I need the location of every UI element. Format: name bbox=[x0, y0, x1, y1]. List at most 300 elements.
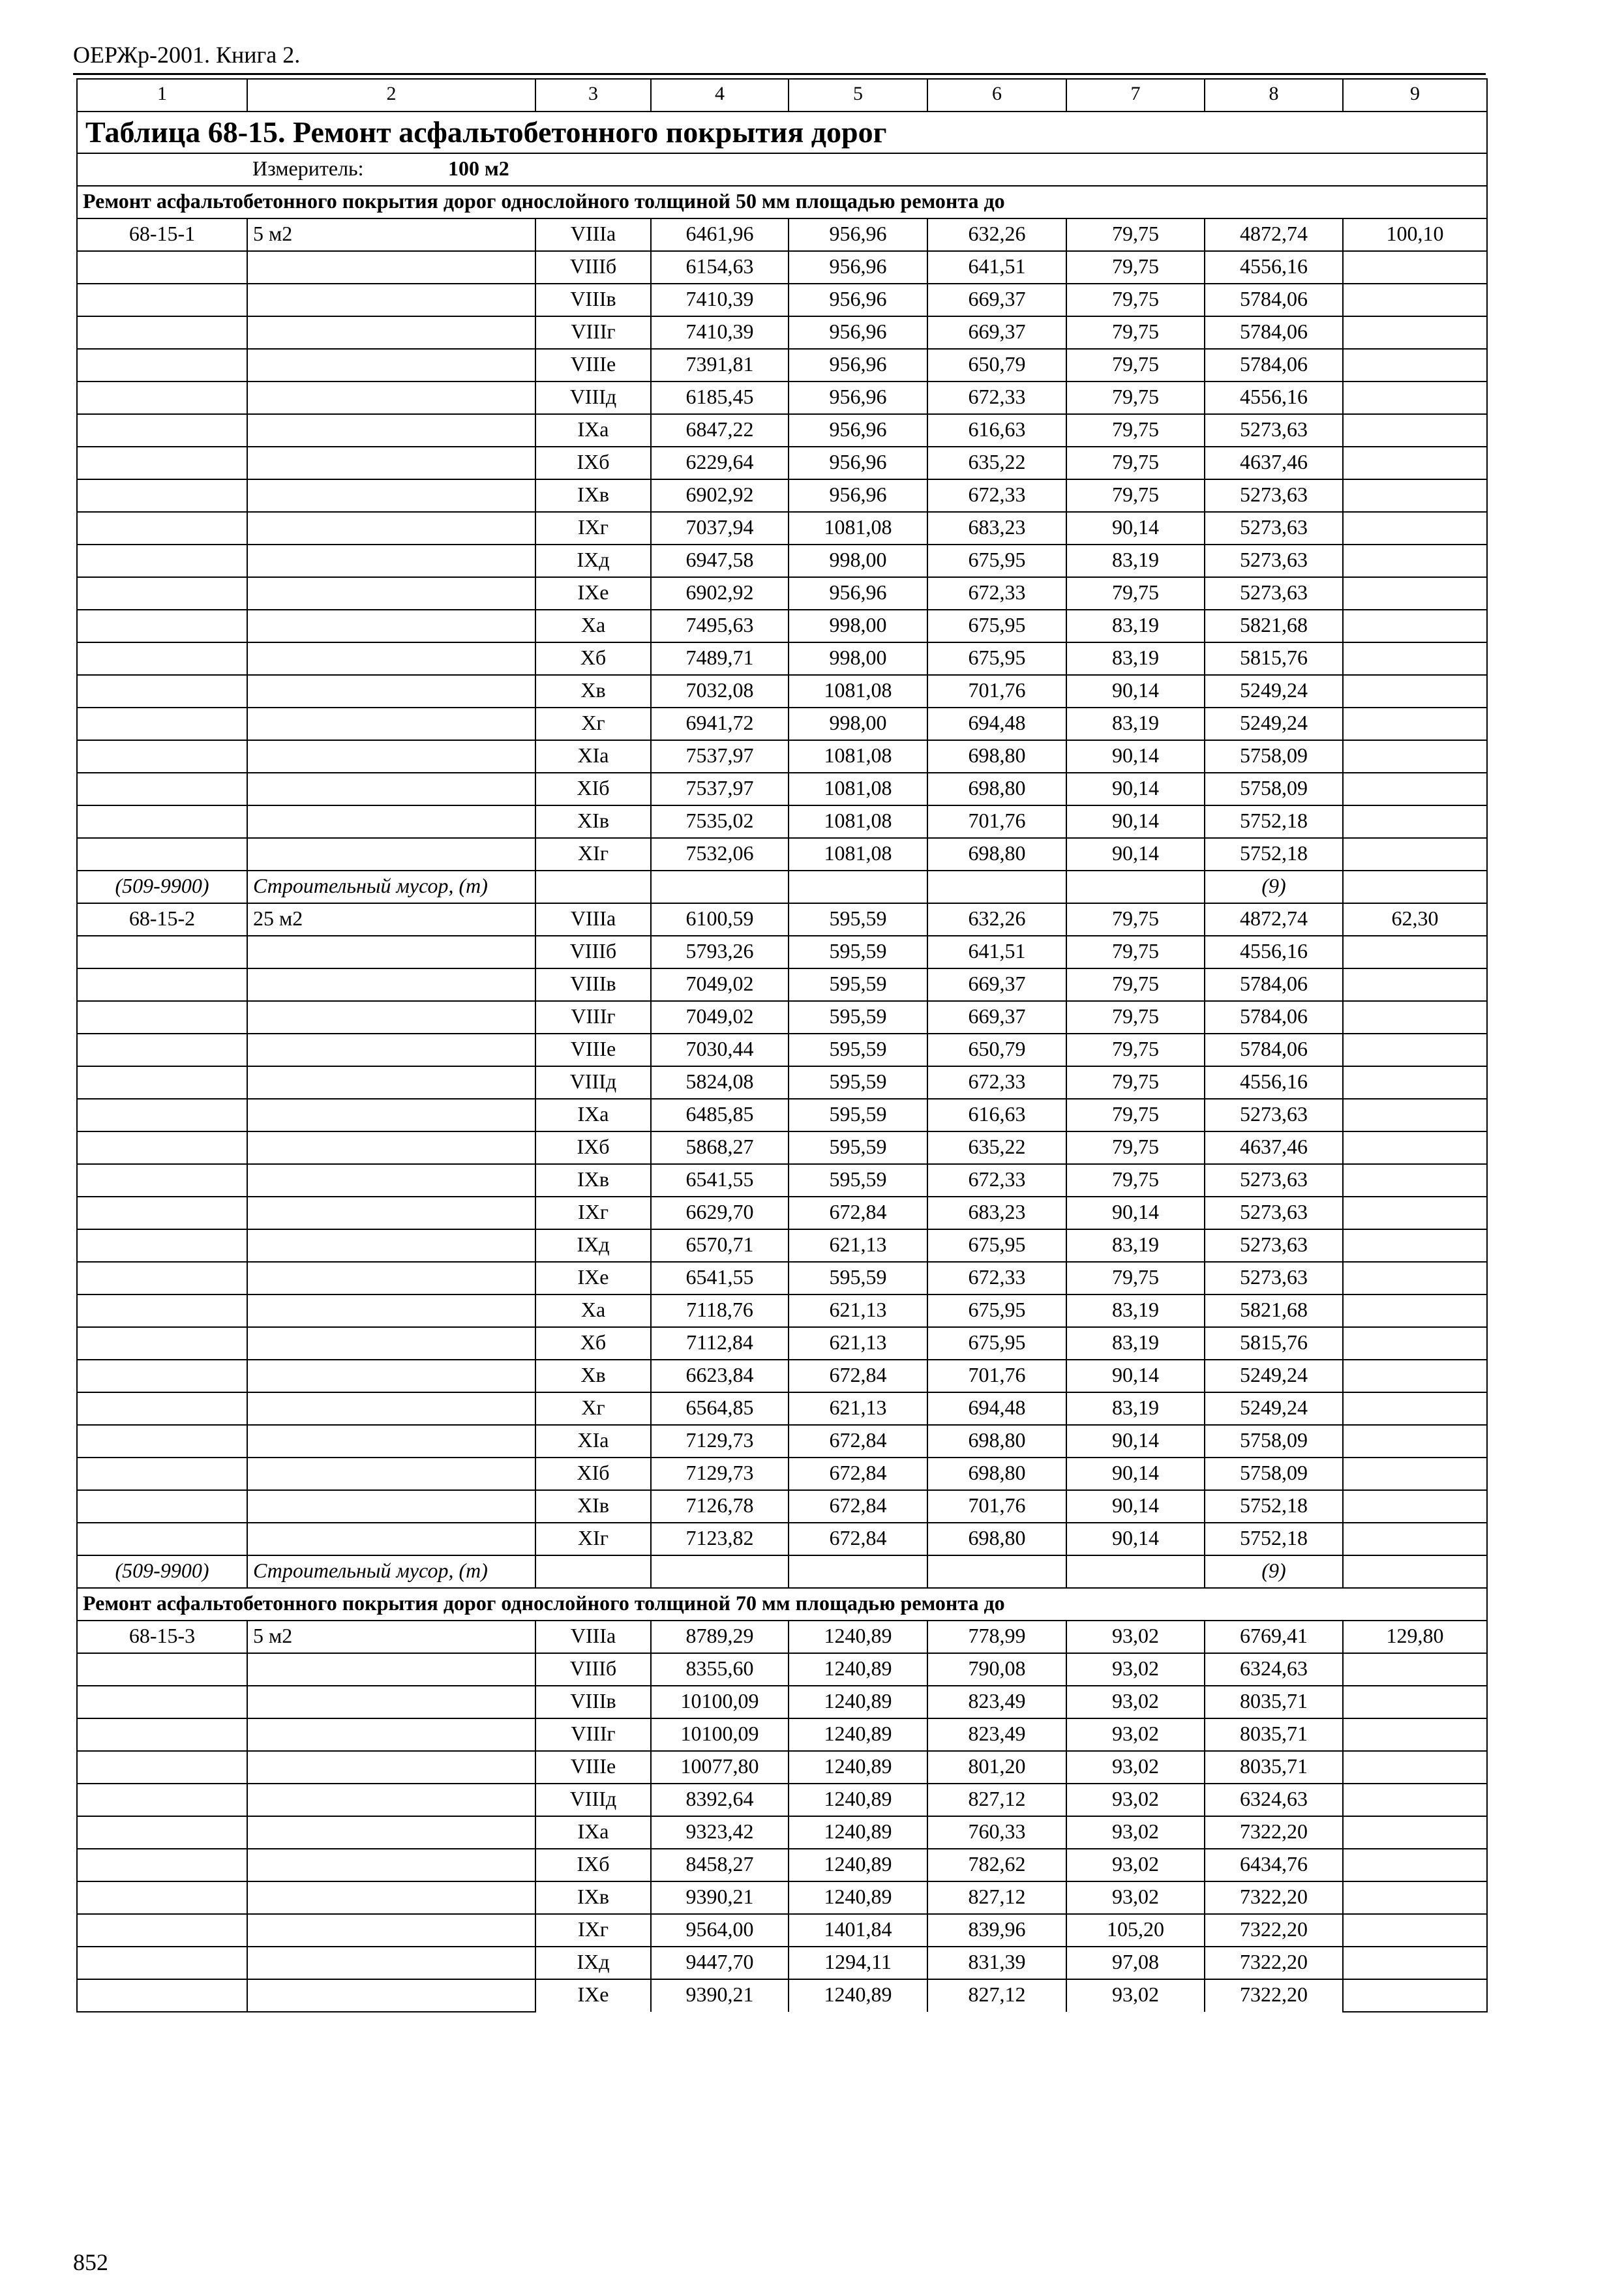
empty-cell bbox=[789, 1555, 927, 1588]
price-value: 7037,94 bbox=[651, 512, 789, 545]
empty-cell bbox=[1343, 577, 1487, 610]
empty-cell bbox=[927, 1555, 1066, 1588]
price-value: 595,59 bbox=[789, 968, 927, 1001]
empty-cell bbox=[77, 349, 247, 382]
empty-cell bbox=[247, 1784, 535, 1816]
price-value: 641,51 bbox=[927, 251, 1066, 284]
waste-code: (509-9900) bbox=[77, 1555, 247, 1588]
zone-category: VIIIг bbox=[535, 1718, 651, 1751]
empty-cell bbox=[1343, 871, 1487, 903]
item-code: 68-15-1 bbox=[77, 218, 247, 251]
column-number: 4 bbox=[651, 79, 789, 112]
empty-cell bbox=[77, 1131, 247, 1164]
price-value: 694,48 bbox=[927, 1392, 1066, 1425]
price-value: 672,84 bbox=[789, 1523, 927, 1555]
price-value: 683,23 bbox=[927, 1197, 1066, 1229]
meter-row bbox=[77, 153, 1487, 186]
price-value: 5784,06 bbox=[1205, 316, 1343, 349]
price-value: 79,75 bbox=[1066, 1262, 1205, 1294]
empty-cell bbox=[247, 316, 535, 349]
empty-cell bbox=[1343, 1001, 1487, 1034]
price-value: 79,75 bbox=[1066, 1099, 1205, 1131]
price-value: 5273,63 bbox=[1205, 1229, 1343, 1262]
price-value: 6154,63 bbox=[651, 251, 789, 284]
empty-cell bbox=[1343, 1197, 1487, 1229]
price-value: 79,75 bbox=[1066, 968, 1205, 1001]
price-value: 675,95 bbox=[927, 642, 1066, 675]
price-value: 10100,09 bbox=[651, 1686, 789, 1718]
price-value: 7322,20 bbox=[1205, 1881, 1343, 1914]
empty-cell bbox=[77, 805, 247, 838]
price-value: 5752,18 bbox=[1205, 838, 1343, 871]
zone-category: IXб bbox=[535, 1131, 651, 1164]
zone-category: IXд bbox=[535, 545, 651, 577]
price-value: 6902,92 bbox=[651, 577, 789, 610]
price-value: 595,59 bbox=[789, 1066, 927, 1099]
empty-cell bbox=[77, 1490, 247, 1523]
price-value: 79,75 bbox=[1066, 1001, 1205, 1034]
table-row bbox=[77, 1979, 1487, 2012]
zone-category: XIг bbox=[535, 1523, 651, 1555]
price-value: 5752,18 bbox=[1205, 1490, 1343, 1523]
empty-cell bbox=[1343, 610, 1487, 642]
empty-cell bbox=[535, 871, 651, 903]
price-value: 79,75 bbox=[1066, 349, 1205, 382]
price-value: 97,08 bbox=[1066, 1947, 1205, 1979]
zone-category: IXa bbox=[535, 414, 651, 447]
table-row bbox=[77, 1197, 1487, 1229]
zone-category: IXе bbox=[535, 577, 651, 610]
price-value: 956,96 bbox=[789, 251, 927, 284]
empty-cell bbox=[247, 675, 535, 708]
price-value: 7410,39 bbox=[651, 316, 789, 349]
table-row bbox=[77, 1131, 1487, 1164]
table-row bbox=[77, 284, 1487, 316]
price-value: 675,95 bbox=[927, 610, 1066, 642]
empty-cell bbox=[247, 284, 535, 316]
price-value: 632,26 bbox=[927, 903, 1066, 936]
column-number: 1 bbox=[77, 79, 247, 112]
price-value: 90,14 bbox=[1066, 675, 1205, 708]
table-row bbox=[77, 1784, 1487, 1816]
price-value: 672,33 bbox=[927, 1262, 1066, 1294]
price-value: 1240,89 bbox=[789, 1653, 927, 1686]
price-value: 79,75 bbox=[1066, 218, 1205, 251]
price-value: 632,26 bbox=[927, 218, 1066, 251]
empty-cell bbox=[77, 1425, 247, 1458]
empty-cell bbox=[1343, 675, 1487, 708]
price-value: 595,59 bbox=[789, 1001, 927, 1034]
zone-category: VIIIб bbox=[535, 251, 651, 284]
price-value: 7032,08 bbox=[651, 675, 789, 708]
empty-cell bbox=[77, 1001, 247, 1034]
price-value: 5793,26 bbox=[651, 936, 789, 968]
price-value: 8355,60 bbox=[651, 1653, 789, 1686]
price-value: 5815,76 bbox=[1205, 1327, 1343, 1360]
header-rule bbox=[73, 73, 1486, 75]
table-row bbox=[77, 740, 1487, 773]
price-value: 83,19 bbox=[1066, 1294, 1205, 1327]
price-value: 1081,08 bbox=[789, 773, 927, 805]
price-value: 90,14 bbox=[1066, 1523, 1205, 1555]
table-row bbox=[77, 251, 1487, 284]
empty-cell bbox=[247, 1001, 535, 1034]
empty-cell bbox=[1343, 708, 1487, 740]
empty-cell bbox=[247, 1229, 535, 1262]
empty-cell bbox=[247, 805, 535, 838]
price-value: 698,80 bbox=[927, 1458, 1066, 1490]
price-value: 956,96 bbox=[789, 414, 927, 447]
price-value: 698,80 bbox=[927, 1425, 1066, 1458]
table-row bbox=[77, 936, 1487, 968]
price-value: 5758,09 bbox=[1205, 1425, 1343, 1458]
price-value: 5821,68 bbox=[1205, 610, 1343, 642]
table-row bbox=[77, 1621, 1487, 1653]
price-value: 4556,16 bbox=[1205, 1066, 1343, 1099]
empty-cell bbox=[1343, 1979, 1487, 2012]
price-value: 6541,55 bbox=[651, 1262, 789, 1294]
empty-cell bbox=[247, 479, 535, 512]
zone-category: VIIIе bbox=[535, 1034, 651, 1066]
table-title-row bbox=[77, 112, 1487, 153]
column-number-row bbox=[77, 79, 1487, 112]
price-value: 4556,16 bbox=[1205, 251, 1343, 284]
table-row bbox=[77, 545, 1487, 577]
empty-cell bbox=[77, 1816, 247, 1849]
price-value: 93,02 bbox=[1066, 1621, 1205, 1653]
price-value: 90,14 bbox=[1066, 1458, 1205, 1490]
table-row bbox=[77, 577, 1487, 610]
empty-cell bbox=[1343, 773, 1487, 805]
empty-cell bbox=[247, 773, 535, 805]
price-value: 7391,81 bbox=[651, 349, 789, 382]
price-value: 83,19 bbox=[1066, 708, 1205, 740]
price-value: 90,14 bbox=[1066, 740, 1205, 773]
table-row bbox=[77, 447, 1487, 479]
table-row bbox=[77, 1718, 1487, 1751]
zone-category: IXб bbox=[535, 447, 651, 479]
empty-cell bbox=[77, 251, 247, 284]
empty-cell bbox=[651, 1555, 789, 1588]
price-value: 90,14 bbox=[1066, 805, 1205, 838]
price-value: 7049,02 bbox=[651, 1001, 789, 1034]
empty-cell bbox=[77, 642, 247, 675]
item-code: 68-15-2 bbox=[77, 903, 247, 936]
empty-cell bbox=[1343, 1816, 1487, 1849]
empty-cell bbox=[1343, 1099, 1487, 1131]
table-row bbox=[77, 1523, 1487, 1555]
empty-cell bbox=[77, 1099, 247, 1131]
table-row bbox=[77, 1099, 1487, 1131]
price-value: 7489,71 bbox=[651, 642, 789, 675]
empty-cell bbox=[1343, 1164, 1487, 1197]
price-value: 672,84 bbox=[789, 1458, 927, 1490]
empty-cell bbox=[1343, 512, 1487, 545]
price-value: 8035,71 bbox=[1205, 1686, 1343, 1718]
price-value: 6185,45 bbox=[651, 382, 789, 414]
price-value: 4637,46 bbox=[1205, 447, 1343, 479]
zone-category: Xв bbox=[535, 1360, 651, 1392]
price-value: 5758,09 bbox=[1205, 740, 1343, 773]
waste-name: Строительный мусор, (т) bbox=[247, 871, 535, 903]
price-value: 90,14 bbox=[1066, 1490, 1205, 1523]
zone-category: Xб bbox=[535, 642, 651, 675]
price-value: 5821,68 bbox=[1205, 1294, 1343, 1327]
empty-cell bbox=[247, 708, 535, 740]
item-name: 5 м2 bbox=[247, 1621, 535, 1653]
empty-cell bbox=[77, 382, 247, 414]
table-row bbox=[77, 1001, 1487, 1034]
table-title: Таблица 68-15. Ремонт асфальтобетонного покрытия дорог bbox=[85, 115, 887, 149]
waste-code: (509-9900) bbox=[77, 871, 247, 903]
price-value: 1081,08 bbox=[789, 740, 927, 773]
zone-category: Xб bbox=[535, 1327, 651, 1360]
empty-cell bbox=[77, 1327, 247, 1360]
empty-cell bbox=[1343, 1784, 1487, 1816]
empty-cell bbox=[247, 1751, 535, 1784]
empty-cell bbox=[77, 414, 247, 447]
zone-category: VIIIе bbox=[535, 349, 651, 382]
empty-cell bbox=[1343, 1523, 1487, 1555]
column-number: 2 bbox=[247, 79, 535, 112]
empty-cell bbox=[77, 1718, 247, 1751]
price-value: 7532,06 bbox=[651, 838, 789, 871]
empty-cell bbox=[1343, 349, 1487, 382]
zone-category: XIб bbox=[535, 773, 651, 805]
empty-cell bbox=[1343, 414, 1487, 447]
price-value: 5249,24 bbox=[1205, 1392, 1343, 1425]
empty-cell bbox=[789, 871, 927, 903]
empty-cell bbox=[247, 610, 535, 642]
zone-category: VIIIб bbox=[535, 936, 651, 968]
empty-cell bbox=[651, 871, 789, 903]
price-value: 5815,76 bbox=[1205, 642, 1343, 675]
price-value: 701,76 bbox=[927, 1490, 1066, 1523]
price-value: 790,08 bbox=[927, 1653, 1066, 1686]
zone-category: Xв bbox=[535, 675, 651, 708]
norms-table bbox=[76, 78, 1488, 2012]
price-value: 595,59 bbox=[789, 1131, 927, 1164]
price-value: 90,14 bbox=[1066, 1425, 1205, 1458]
price-value: 6623,84 bbox=[651, 1360, 789, 1392]
price-value: 90,14 bbox=[1066, 1197, 1205, 1229]
price-value: 701,76 bbox=[927, 1360, 1066, 1392]
empty-cell bbox=[77, 708, 247, 740]
price-value: 83,19 bbox=[1066, 1327, 1205, 1360]
empty-cell bbox=[77, 1849, 247, 1881]
section-heading: Ремонт асфальтобетонного покрытия дорог однослойного толщиной 70 мм площадью ремонта до bbox=[77, 1588, 1487, 1621]
empty-cell bbox=[77, 1784, 247, 1816]
price-value: 672,33 bbox=[927, 479, 1066, 512]
price-value: 6769,41 bbox=[1205, 1621, 1343, 1653]
price-value: 6570,71 bbox=[651, 1229, 789, 1262]
zone-category: IXе bbox=[535, 1979, 651, 2012]
empty-cell bbox=[1343, 1653, 1487, 1686]
price-value: 5273,63 bbox=[1205, 512, 1343, 545]
price-value: 93,02 bbox=[1066, 1686, 1205, 1718]
empty-cell bbox=[1343, 1229, 1487, 1262]
empty-cell bbox=[77, 479, 247, 512]
price-value: 641,51 bbox=[927, 936, 1066, 968]
price-value: 672,84 bbox=[789, 1197, 927, 1229]
table-row bbox=[77, 1262, 1487, 1294]
zone-category: VIIIг bbox=[535, 316, 651, 349]
empty-cell bbox=[247, 1131, 535, 1164]
empty-cell bbox=[247, 838, 535, 871]
empty-cell bbox=[77, 1686, 247, 1718]
price-value: 7112,84 bbox=[651, 1327, 789, 1360]
zone-category: Xa bbox=[535, 610, 651, 642]
price-value: 672,33 bbox=[927, 577, 1066, 610]
price-value: 7123,82 bbox=[651, 1523, 789, 1555]
empty-cell bbox=[247, 577, 535, 610]
price-value: 672,84 bbox=[789, 1490, 927, 1523]
column-number: 6 bbox=[927, 79, 1066, 112]
price-value: 1240,89 bbox=[789, 1784, 927, 1816]
price-value: 79,75 bbox=[1066, 1034, 1205, 1066]
price-value: 778,99 bbox=[927, 1621, 1066, 1653]
price-value: 1081,08 bbox=[789, 512, 927, 545]
price-value: 79,75 bbox=[1066, 316, 1205, 349]
empty-cell bbox=[1343, 1294, 1487, 1327]
zone-category: IXб bbox=[535, 1849, 651, 1881]
price-value: 698,80 bbox=[927, 838, 1066, 871]
price-value: 6902,92 bbox=[651, 479, 789, 512]
price-value: 595,59 bbox=[789, 1262, 927, 1294]
col9-value: 129,80 bbox=[1343, 1621, 1487, 1653]
price-value: 83,19 bbox=[1066, 642, 1205, 675]
empty-cell bbox=[77, 1979, 247, 2012]
table-row bbox=[77, 1653, 1487, 1686]
price-value: 5249,24 bbox=[1205, 675, 1343, 708]
table-row bbox=[77, 1294, 1487, 1327]
price-value: 1240,89 bbox=[789, 1621, 927, 1653]
price-value: 79,75 bbox=[1066, 284, 1205, 316]
price-value: 675,95 bbox=[927, 545, 1066, 577]
empty-cell bbox=[247, 1099, 535, 1131]
empty-cell bbox=[77, 1653, 247, 1686]
price-value: 839,96 bbox=[927, 1914, 1066, 1947]
empty-cell bbox=[1343, 936, 1487, 968]
empty-cell bbox=[247, 1490, 535, 1523]
price-value: 7322,20 bbox=[1205, 1914, 1343, 1947]
price-value: 6461,96 bbox=[651, 218, 789, 251]
zone-category: IXе bbox=[535, 1262, 651, 1294]
price-value: 79,75 bbox=[1066, 251, 1205, 284]
price-value: 79,75 bbox=[1066, 936, 1205, 968]
empty-cell bbox=[1343, 968, 1487, 1001]
price-value: 93,02 bbox=[1066, 1653, 1205, 1686]
table-row bbox=[77, 1425, 1487, 1458]
column-number: 5 bbox=[789, 79, 927, 112]
price-value: 672,33 bbox=[927, 1066, 1066, 1099]
price-value: 621,13 bbox=[789, 1294, 927, 1327]
empty-cell bbox=[77, 1229, 247, 1262]
price-value: 5784,06 bbox=[1205, 284, 1343, 316]
empty-cell bbox=[1343, 838, 1487, 871]
table-row bbox=[77, 1881, 1487, 1914]
price-value: 79,75 bbox=[1066, 447, 1205, 479]
waste-value: (9) bbox=[1205, 871, 1343, 903]
zone-category: VIIIб bbox=[535, 1653, 651, 1686]
price-value: 79,75 bbox=[1066, 382, 1205, 414]
empty-cell bbox=[247, 447, 535, 479]
price-value: 9564,00 bbox=[651, 1914, 789, 1947]
price-value: 6100,59 bbox=[651, 903, 789, 936]
empty-cell bbox=[1343, 1327, 1487, 1360]
empty-cell bbox=[1343, 479, 1487, 512]
table-row bbox=[77, 1458, 1487, 1490]
empty-cell bbox=[1343, 740, 1487, 773]
price-value: 956,96 bbox=[789, 218, 927, 251]
price-value: 5868,27 bbox=[651, 1131, 789, 1164]
price-value: 6629,70 bbox=[651, 1197, 789, 1229]
price-value: 956,96 bbox=[789, 349, 927, 382]
price-value: 5784,06 bbox=[1205, 1034, 1343, 1066]
zone-category: VIIIд bbox=[535, 1784, 651, 1816]
table-row bbox=[77, 642, 1487, 675]
price-value: 616,63 bbox=[927, 1099, 1066, 1131]
price-value: 5784,06 bbox=[1205, 1001, 1343, 1034]
price-value: 90,14 bbox=[1066, 1360, 1205, 1392]
zone-category: XIг bbox=[535, 838, 651, 871]
price-value: 7537,97 bbox=[651, 773, 789, 805]
table-row bbox=[77, 1360, 1487, 1392]
price-value: 5273,63 bbox=[1205, 1197, 1343, 1229]
price-value: 10077,80 bbox=[651, 1751, 789, 1784]
price-value: 4872,74 bbox=[1205, 218, 1343, 251]
price-value: 7410,39 bbox=[651, 284, 789, 316]
price-value: 5758,09 bbox=[1205, 1458, 1343, 1490]
empty-cell bbox=[535, 1555, 651, 1588]
zone-category: XIв bbox=[535, 805, 651, 838]
empty-cell bbox=[1343, 1360, 1487, 1392]
price-value: 595,59 bbox=[789, 936, 927, 968]
table-row bbox=[77, 414, 1487, 447]
empty-cell bbox=[1343, 1849, 1487, 1881]
column-number: 3 bbox=[535, 79, 651, 112]
empty-cell bbox=[1343, 316, 1487, 349]
price-value: 998,00 bbox=[789, 642, 927, 675]
price-value: 595,59 bbox=[789, 1164, 927, 1197]
price-value: 83,19 bbox=[1066, 1229, 1205, 1262]
price-value: 683,23 bbox=[927, 512, 1066, 545]
empty-cell bbox=[247, 642, 535, 675]
document-header-title: ОЕРЖр-2001. Книга 2. bbox=[73, 42, 301, 68]
price-value: 8392,64 bbox=[651, 1784, 789, 1816]
price-value: 6324,63 bbox=[1205, 1784, 1343, 1816]
empty-cell bbox=[77, 284, 247, 316]
price-value: 7537,97 bbox=[651, 740, 789, 773]
price-value: 675,95 bbox=[927, 1229, 1066, 1262]
empty-cell bbox=[247, 936, 535, 968]
empty-cell bbox=[247, 1947, 535, 1979]
price-value: 6485,85 bbox=[651, 1099, 789, 1131]
price-value: 672,33 bbox=[927, 382, 1066, 414]
zone-category: VIIIa bbox=[535, 1621, 651, 1653]
price-value: 79,75 bbox=[1066, 479, 1205, 512]
empty-cell bbox=[77, 968, 247, 1001]
price-value: 5824,08 bbox=[651, 1066, 789, 1099]
empty-cell bbox=[1343, 1914, 1487, 1947]
waste-row bbox=[77, 1555, 1487, 1588]
empty-cell bbox=[247, 349, 535, 382]
price-value: 9390,21 bbox=[651, 1979, 789, 2012]
empty-cell bbox=[247, 512, 535, 545]
empty-cell bbox=[247, 1360, 535, 1392]
item-name: 5 м2 bbox=[247, 218, 535, 251]
price-value: 5249,24 bbox=[1205, 708, 1343, 740]
